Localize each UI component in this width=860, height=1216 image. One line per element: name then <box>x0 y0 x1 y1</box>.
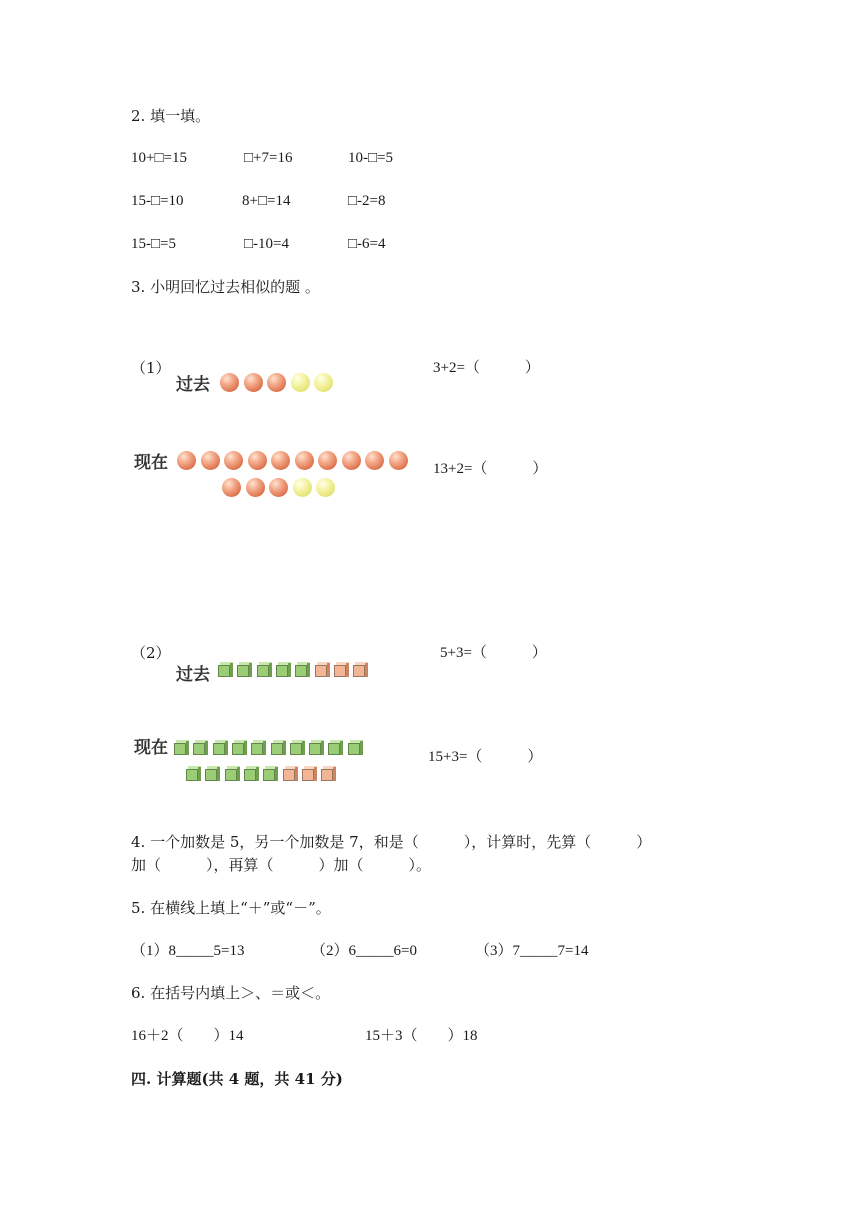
yellow-ball <box>316 478 335 497</box>
pink-cube <box>334 662 349 677</box>
orange-ball <box>177 451 196 470</box>
green-cube <box>218 662 233 677</box>
q4-line2: 加（ ），再算（ ）加（ ）。 <box>131 856 432 874</box>
q5-heading: 5. 在横线上填上“＋”或“－”。 <box>131 899 331 917</box>
orange-ball <box>220 373 239 392</box>
q4-line1: 4. 一个加数是 5，另一个加数是 7，和是（ ），计算时，先算（ ） <box>131 833 652 851</box>
q3-part2-index: （2） <box>131 644 171 662</box>
q2-cell-r3c1: 15-□=5 <box>131 236 177 252</box>
green-cube <box>271 740 286 755</box>
yellow-ball <box>293 478 312 497</box>
pink-cube <box>321 766 336 781</box>
q2-cell-r2c1: 15-□=10 <box>131 193 184 209</box>
green-cube <box>251 740 266 755</box>
q5-item-3: （3）7_____7=14 <box>475 943 589 959</box>
q2-heading: 2. 填一填。 <box>131 107 211 125</box>
green-cube <box>213 740 228 755</box>
pink-cube <box>353 662 368 677</box>
orange-ball <box>365 451 384 470</box>
green-cube <box>174 740 189 755</box>
pink-cube <box>302 766 317 781</box>
orange-ball <box>222 478 241 497</box>
pink-cube <box>315 662 330 677</box>
orange-ball <box>389 451 408 470</box>
q3-part1-past-label: 过去 <box>176 375 210 395</box>
green-cube <box>309 740 324 755</box>
green-cube <box>193 740 208 755</box>
pink-cube <box>283 766 298 781</box>
green-cube <box>237 662 252 677</box>
orange-ball <box>244 373 263 392</box>
orange-ball <box>224 451 243 470</box>
q3-part1-now-equation: 13+2=（ ） <box>433 461 548 477</box>
orange-ball <box>342 451 361 470</box>
q2-cell-r2c3: □-2=8 <box>348 193 386 209</box>
green-cube <box>295 662 310 677</box>
q3-heading: 3. 小明回忆过去相似的题 。 <box>131 278 320 296</box>
q3-part1-now-label: 现在 <box>134 453 168 473</box>
green-cube <box>205 766 220 781</box>
orange-ball <box>318 451 337 470</box>
q2-cell-r3c2: □-10=4 <box>244 236 290 252</box>
green-cube <box>225 766 240 781</box>
q5-item-2: （2）6_____6=0 <box>311 943 417 959</box>
q2-cell-r1c1: 10+□=15 <box>131 150 187 166</box>
green-cube <box>232 740 247 755</box>
green-cube <box>290 740 305 755</box>
green-cube <box>186 766 201 781</box>
orange-ball <box>246 478 265 497</box>
q5-item-1: （1）8_____5=13 <box>131 943 245 959</box>
orange-ball <box>271 451 290 470</box>
q3-part1-index: （1） <box>131 359 171 377</box>
section4-heading: 四. 计算题(共 4 题，共 41 分) <box>131 1070 343 1088</box>
yellow-ball <box>314 373 333 392</box>
q2-cell-r3c3: □-6=4 <box>348 236 386 252</box>
green-cube <box>276 662 291 677</box>
green-cube <box>348 740 363 755</box>
q3-part1-past-equation: 3+2=（ ） <box>433 360 540 376</box>
green-cube <box>257 662 272 677</box>
orange-ball <box>267 373 286 392</box>
green-cube <box>244 766 259 781</box>
q6-heading: 6. 在括号内填上＞、＝或＜。 <box>131 984 331 1002</box>
q3-part2-past-label: 过去 <box>176 665 210 685</box>
q3-part2-past-equation: 5+3=（ ） <box>440 645 547 661</box>
q2-cell-r1c2: □+7=16 <box>244 150 293 166</box>
q6-item-2: 15＋3（ ）18 <box>365 1028 478 1044</box>
orange-ball <box>201 451 220 470</box>
q3-part2-now-equation: 15+3=（ ） <box>428 749 543 765</box>
orange-ball <box>269 478 288 497</box>
yellow-ball <box>291 373 310 392</box>
q6-item-1: 16＋2（ ）14 <box>131 1028 244 1044</box>
orange-ball <box>295 451 314 470</box>
orange-ball <box>248 451 267 470</box>
green-cube <box>263 766 278 781</box>
q2-cell-r1c3: 10-□=5 <box>348 150 394 166</box>
q3-part2-now-label: 现在 <box>134 738 168 758</box>
green-cube <box>328 740 343 755</box>
q2-cell-r2c2: 8+□=14 <box>242 193 291 209</box>
